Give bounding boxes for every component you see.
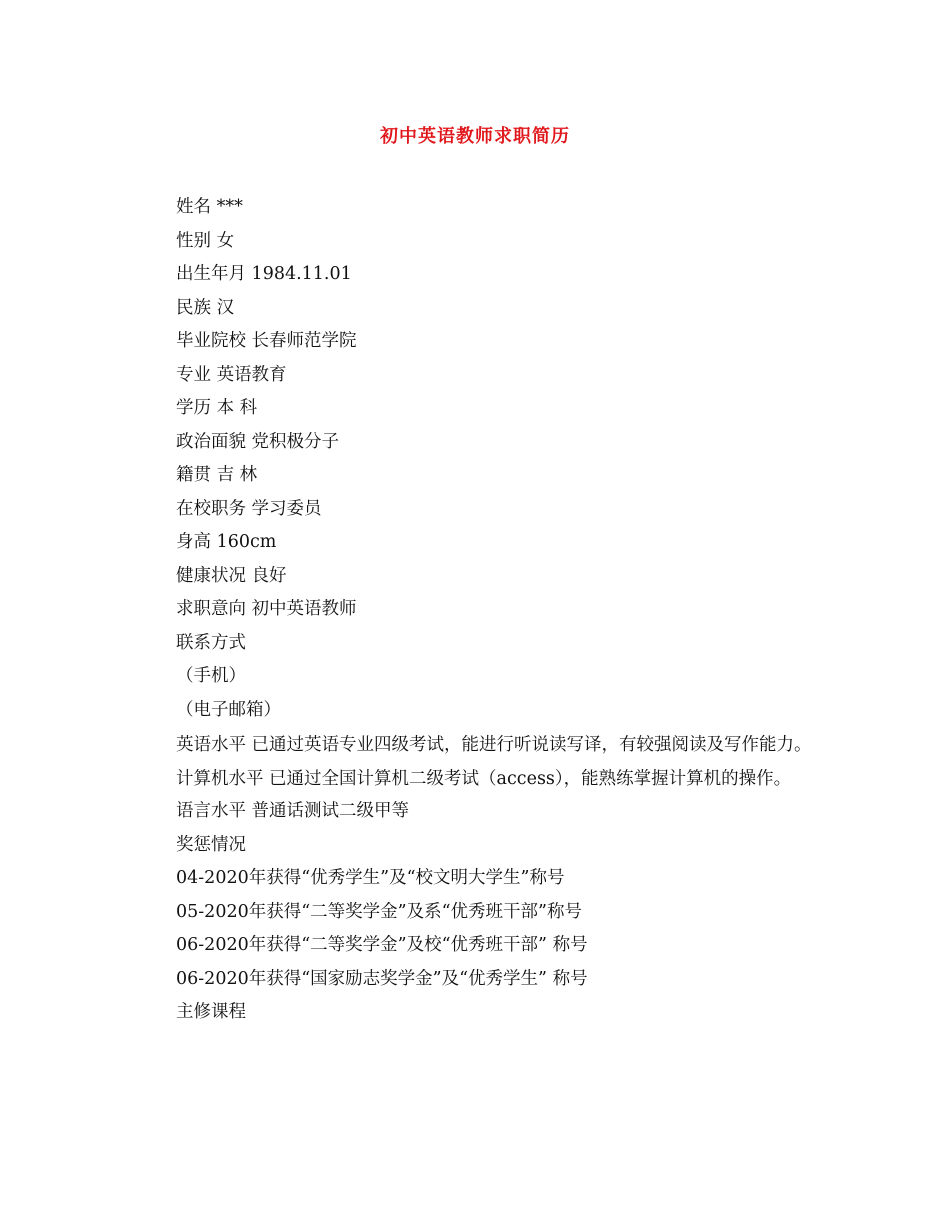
document-title: 初中英语教师求职简历 (380, 126, 570, 147)
info-ethnicity: 民族 汉 (176, 297, 235, 318)
computer-level-paragraph: 计算机水平 已通过全国计算机二级考试（access），能熟练掌握计算机的操作。 (176, 769, 792, 789)
info-contact-heading: 联系方式 (176, 632, 246, 653)
awards-heading: 奖惩情况 (176, 834, 246, 855)
english-level-paragraph: 英语水平 已通过英语专业四级考试，能进行听说读写译，有较强阅读及写作能力。 (176, 735, 812, 755)
info-school-position: 在校职务 学习委员 (176, 498, 322, 519)
info-job-intention: 求职意向 初中英语教师 (176, 599, 357, 619)
info-political-status: 政治面貌 党积极分子 (176, 431, 340, 452)
award-item: 06-2020年获得“二等奖学金”及校“优秀班干部” 称号 (176, 935, 588, 955)
info-contact-email: （电子邮箱） (176, 699, 281, 720)
document-body (138, 191, 814, 1030)
info-health: 健康状况 良好 (176, 565, 287, 586)
info-gender: 性别 女 (176, 230, 235, 251)
info-hometown: 籍贯 吉 林 (176, 465, 258, 485)
award-item: 05-2020年获得“二等奖学金”及系“优秀班干部”称号 (176, 901, 583, 922)
info-school: 毕业院校 长春师范学院 (176, 331, 357, 351)
award-item: 06-2020年获得“国家励志奖学金”及“优秀学生” 称号 (176, 968, 588, 989)
info-major: 专业 英语教育 (176, 364, 287, 385)
info-birthdate: 出生年月 1984.11.01 (176, 264, 352, 284)
info-name: 姓名 *** (176, 197, 243, 217)
info-height: 身高 160cm (176, 532, 277, 552)
info-education: 学历 本 科 (176, 398, 258, 418)
language-level: 语言水平 普通话测试二级甲等 (176, 801, 410, 821)
info-contact-phone: （手机） (176, 666, 246, 686)
courses-heading: 主修课程 (176, 1002, 246, 1022)
award-item: 04-2020年获得“优秀学生”及“校文明大学生”称号 (176, 868, 565, 888)
